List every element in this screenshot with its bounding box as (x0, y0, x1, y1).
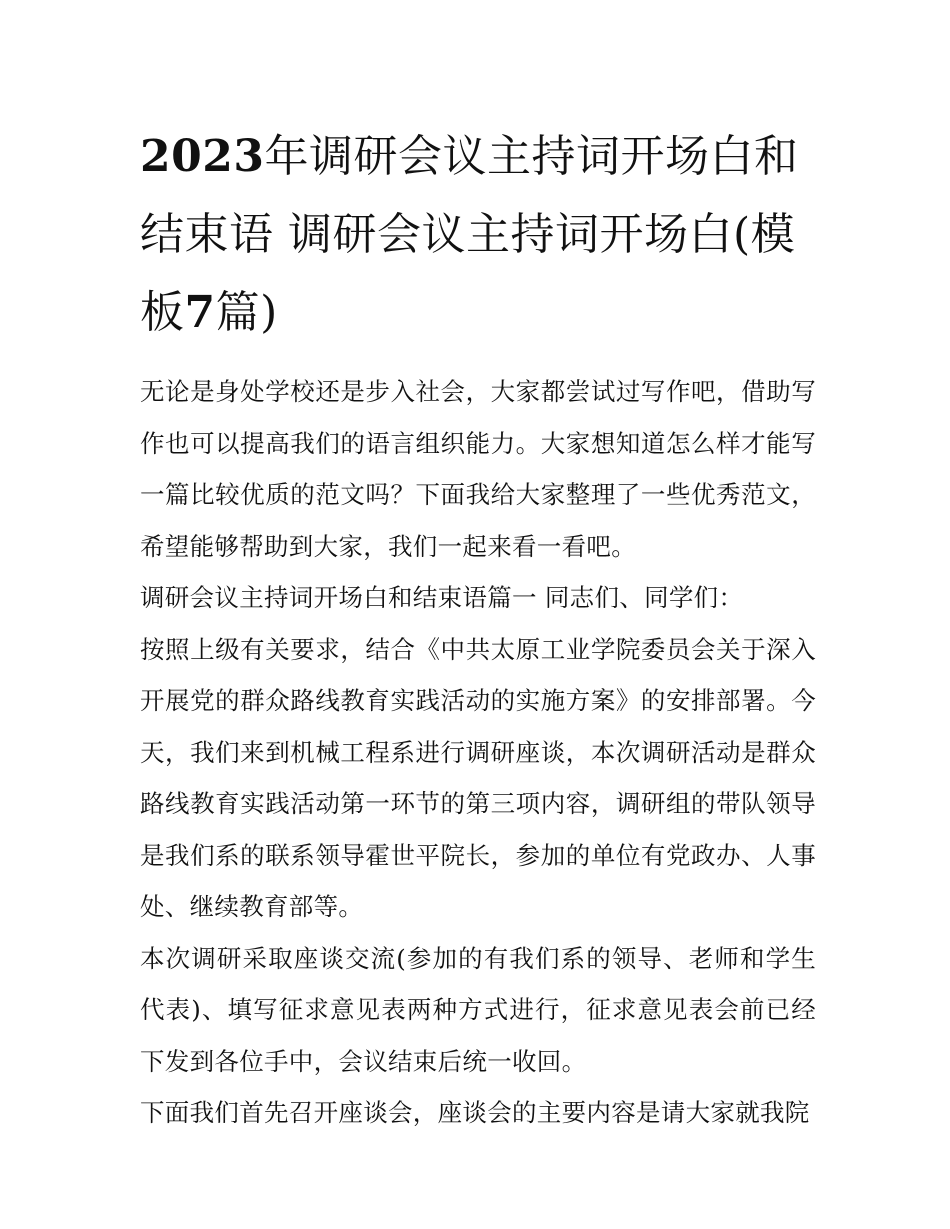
paragraph-heading: 调研会议主持词开场白和结束语篇一 同志们、同学们： (140, 583, 744, 612)
title-number: 7 (184, 287, 216, 338)
paragraph-background: 按照上级有关要求，结合《中共太原工业学院委员会关于深入开展党的群众路线教育实践活动的实施方案》的安排部署。今天，我们来到机械工程系进行调研座谈，本次调研活动是群众路线教育实践活动第一环节的第三项内容，调研组的带队领导是我们系的联系领导霍世平院长，参加的单位有党政办、人事处、继续教育部等。 (140, 634, 816, 921)
paragraph-method: 本次调研采取座谈交流(参加的有我们系的领导、老师和学生代表)、填写征求意见表两种方式进行，征求意见表会前已经下发到各位手中，会议结束后统一收回。 (140, 943, 816, 1076)
document-page (140, 118, 816, 1139)
paragraph-agenda: 下面我们首先召开座谈会，座谈会的主要内容是请大家就我院 (140, 1098, 810, 1127)
paragraph-intro: 无论是身处学校还是步入社会，大家都尝试过写作吧，借助写作也可以提高我们的语言组织能力。大家想知道怎么样才能写一篇比较优质的范文吗？下面我给大家整理了一些优秀范文，希望能够帮助到大家，我们一起来看一看吧。 (140, 377, 816, 561)
title-number: 2023 (140, 131, 265, 182)
document-title: 2023年调研会议主持词开场白和结束语 调研会议主持词开场白(模板7篇) (140, 131, 799, 338)
document-body (140, 366, 816, 1139)
